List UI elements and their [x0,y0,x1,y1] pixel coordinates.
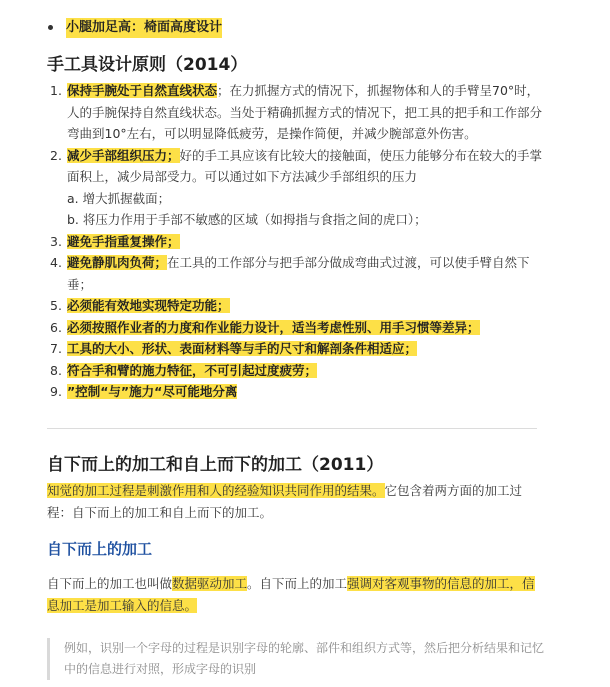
section-title-processing: 自下而上的加工和自上而下的加工（2011） [47,455,384,475]
item-number: 9. [50,384,62,399]
principle-item [50,252,550,295]
principle-bold: 减少手部组织压力； [67,147,180,163]
sub-item: b. 将压力作用于手部不敏感的区域（如拇指与食指之间的虎口）； [67,212,427,227]
principle-item [50,80,550,145]
principle-text: 好的手工具应该有比较大的接触面，使压力能够分布在较大的手掌面积上，减少局部受力。可以通过如下方法减少手部组织的压力 [67,147,543,184]
example-blockquote: 例如，识别一个字母的过程是识别字母的轮廓、部件和组织方式等，然后把分析结果和记忆中的信息进行对照，形成字母的识别 [47,638,554,680]
principle-bold: 必须按照作业者的力度和作业能力设计，适当考虑性别、用手习惯等差异； [67,319,480,335]
principle-bold: 避免静肌肉负荷； [67,255,168,270]
item-number: 6. [50,319,62,335]
principle-item [50,317,550,339]
item-number: 1. [50,83,62,98]
item-number: 3. [50,233,62,249]
intro-paragraph [47,480,547,524]
para-highlight: 数据驱动加工 [172,576,248,591]
item-number: 2. [50,147,62,163]
principle-text: ；在力抓握方式的情况下，抓握物体和人的手臂呈70°时，人的手腕保持自然直线状态。当处于精确抓握方式的情况下，把工具的把手和工作部分弯曲到10°左右，可以明显降低疲劳，是操作简便，并减少腕部意外伤害。 [67,83,543,141]
principle-bold: 避免手指重复操作； [67,233,180,249]
principle-item [50,338,550,360]
principle-item [50,295,550,317]
intro-highlight: 知觉的加工过程是刺激作用和人的经验知识共同作用的结果。 [47,483,385,498]
principle-item [50,145,550,231]
principle-bold: 符合手和臂的施力特征，不可引起过度疲劳； [67,362,318,378]
sub-item: a. 增大抓握截面； [67,190,171,206]
para-text: 。自下而上的加工 [247,576,348,591]
principle-bold: ”控制“与”施力“尽可能地分离 [67,384,238,399]
bottom-up-paragraph [47,573,547,617]
principle-text: 在工具的工作部分与把手部分做成弯曲式过渡，可以使手臂自然下垂； [67,255,530,292]
bullet-dot [48,25,53,30]
item-number: 5. [50,298,62,313]
section-title-hand-tools: 手工具设计原则（2014） [47,55,248,75]
item-number: 7. [50,341,62,356]
para-text: 自下而上的加工也叫做 [47,576,173,591]
principles-list [50,80,550,403]
top-bullet-text: 小腿加足高：椅面高度设计 [66,18,222,38]
intro-text: 它包含着两方面的加工过程：自下而上的加工和自上而下的加工。 [47,483,523,520]
principle-item [50,360,550,382]
section-divider [47,428,537,429]
principle-bold: 保持手腕处于自然直线状态 [67,83,218,98]
para-highlight: 强调对客观事物的信息的加工，信息加工是加工输入的信息。 [47,576,535,613]
principle-bold: 必须能有效地实现特定功能； [67,298,230,313]
principle-bold: 工具的大小、形状、表面材料等与手的尺寸和解剖条件相适应； [67,341,418,356]
principle-item [50,381,550,403]
item-number: 4. [50,255,62,270]
principle-item [50,231,550,253]
subsection-title-bottom-up: 自下而上的加工 [47,540,153,558]
item-number: 8. [50,362,62,378]
